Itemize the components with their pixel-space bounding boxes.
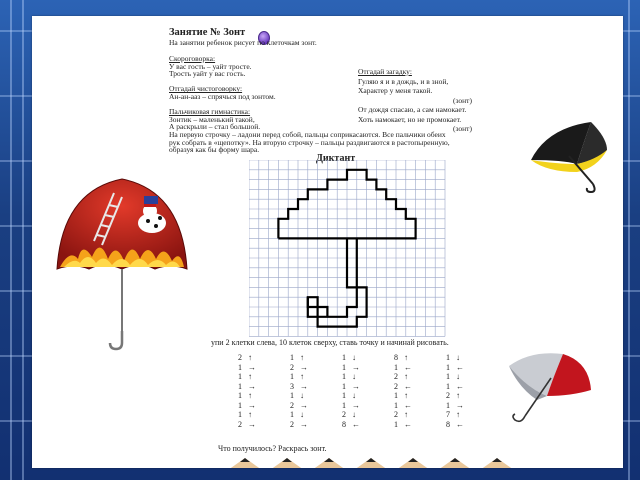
direction-arrow-icon: ↑ bbox=[300, 353, 304, 363]
direction-arrow-icon: ← bbox=[352, 419, 360, 429]
step-count: 2 bbox=[290, 362, 294, 372]
step-count: 1 bbox=[342, 381, 346, 391]
step-count: 1 bbox=[446, 353, 450, 363]
direction-arrow-icon: → bbox=[300, 381, 308, 391]
right-block-line: Хоть намокает, но не промокает. bbox=[358, 114, 462, 124]
left-block-line: рук собрать в «щепотку». На вторую строчку – пальцы раздвигаются в растопыренную, bbox=[169, 137, 450, 147]
direction-arrow-icon: → bbox=[352, 362, 360, 372]
direction-arrow-icon: ↑ bbox=[248, 372, 252, 382]
direction-arrow-icon: ↑ bbox=[248, 410, 252, 420]
graph-paper-grid bbox=[249, 160, 449, 338]
direction-arrow-icon: ↑ bbox=[404, 353, 408, 363]
step-count: 1 bbox=[342, 391, 346, 401]
step-count: 1 bbox=[342, 372, 346, 382]
step-count: 2 bbox=[238, 419, 242, 429]
left-block-line: Скороговорка: bbox=[169, 54, 216, 63]
left-block-line: У вас гость – уайт тросте. bbox=[169, 61, 252, 71]
direction-arrow-icon: ↑ bbox=[404, 372, 408, 382]
step-count: 1 bbox=[446, 362, 450, 372]
step-count: 1 bbox=[238, 372, 242, 382]
dictation-title: Диктант bbox=[316, 153, 356, 164]
step-count: 1 bbox=[342, 400, 346, 410]
step-count: 2 bbox=[342, 410, 346, 420]
direction-arrow-icon: → bbox=[352, 381, 360, 391]
dictation-row bbox=[228, 363, 488, 373]
left-block-line: Отгадай чистоговорку: bbox=[169, 84, 243, 94]
direction-arrow-icon: → bbox=[248, 419, 256, 429]
direction-arrow-icon: ← bbox=[456, 419, 464, 429]
lesson-title: Занятие № Зонт bbox=[169, 27, 246, 38]
step-count: 2 bbox=[394, 372, 398, 382]
right-block-line: От дождя спасаю, а сам намокает. bbox=[358, 105, 467, 114]
direction-arrow-icon: ← bbox=[404, 362, 412, 372]
direction-arrow-icon: ↓ bbox=[456, 353, 460, 363]
direction-arrow-icon: → bbox=[300, 419, 308, 429]
step-count: 7 bbox=[446, 410, 450, 420]
step-count: 8 bbox=[394, 353, 398, 363]
direction-arrow-icon: → bbox=[300, 400, 308, 410]
direction-arrow-icon: ↑ bbox=[300, 372, 304, 382]
direction-arrow-icon: ↓ bbox=[456, 372, 460, 382]
left-block-line: Трость уайт у вас гость. bbox=[169, 69, 246, 79]
step-count: 2 bbox=[238, 353, 242, 363]
left-block-line: А раскрыли – стал большой. bbox=[169, 122, 261, 132]
left-block-line: Пальчиковая гимнастика: bbox=[169, 107, 251, 117]
dictation-row bbox=[228, 401, 488, 411]
direction-arrow-icon: → bbox=[248, 381, 256, 391]
step-count: 2 bbox=[446, 391, 450, 401]
step-count: 1 bbox=[342, 362, 346, 372]
step-count: 8 bbox=[446, 419, 450, 429]
black-yellow-umbrella-image bbox=[527, 120, 612, 195]
direction-arrow-icon: ↓ bbox=[352, 391, 356, 401]
red-silver-umbrella-image bbox=[507, 348, 597, 428]
left-block-line: Ан-ан-ааз – спрячься под зонтом. bbox=[169, 92, 276, 101]
step-count: 1 bbox=[290, 353, 294, 363]
step-count: 1 bbox=[394, 419, 398, 429]
direction-arrow-icon: ↓ bbox=[300, 410, 304, 420]
direction-arrow-icon: ← bbox=[404, 419, 412, 429]
right-block-line: (зонт) bbox=[453, 95, 472, 105]
dictation-row bbox=[228, 420, 488, 430]
step-count: 1 bbox=[446, 381, 450, 391]
left-block-line: Зонтик – маленький такой, bbox=[169, 114, 255, 124]
direction-arrow-icon: ↓ bbox=[300, 391, 304, 401]
step-count: 1 bbox=[394, 400, 398, 410]
step-count: 1 bbox=[394, 391, 398, 401]
step-count: 8 bbox=[342, 419, 346, 429]
direction-arrow-icon: ← bbox=[404, 381, 412, 391]
step-count: 1 bbox=[238, 400, 242, 410]
direction-arrow-icon: ↓ bbox=[352, 372, 356, 382]
direction-arrow-icon: → bbox=[300, 362, 308, 372]
direction-arrow-icon: ← bbox=[456, 362, 464, 372]
colored-pencils-image bbox=[222, 456, 518, 468]
step-count: 1 bbox=[290, 372, 294, 382]
step-count: 3 bbox=[290, 381, 294, 391]
direction-arrow-icon: ↑ bbox=[248, 353, 252, 363]
direction-arrow-icon: → bbox=[456, 400, 464, 410]
dictation-row bbox=[228, 372, 488, 382]
step-count: 1 bbox=[446, 372, 450, 382]
direction-arrow-icon: ↑ bbox=[404, 391, 408, 401]
direction-arrow-icon: ← bbox=[404, 400, 412, 410]
question-text: Что получилось? Раскрась зонт. bbox=[218, 444, 327, 453]
step-count: 1 bbox=[290, 410, 294, 420]
step-count: 1 bbox=[238, 381, 242, 391]
step-count: 1 bbox=[394, 362, 398, 372]
dictation-table bbox=[228, 353, 488, 429]
dictation-row bbox=[228, 410, 488, 420]
step-count: 1 bbox=[290, 391, 294, 401]
left-block-line: образуя как бы форму шара. bbox=[169, 145, 260, 155]
step-count: 2 bbox=[394, 381, 398, 391]
step-count: 2 bbox=[290, 419, 294, 429]
right-block-line: (зонт) bbox=[453, 124, 472, 133]
right-block-line: Характер у меня такой. bbox=[358, 86, 433, 95]
direction-arrow-icon: ↓ bbox=[352, 353, 356, 363]
right-block-line: Отгадай загадку: bbox=[358, 67, 412, 76]
worksheet-slide bbox=[32, 16, 623, 468]
step-count: 2 bbox=[394, 410, 398, 420]
direction-arrow-icon: → bbox=[248, 400, 256, 410]
direction-arrow-icon: ↑ bbox=[456, 410, 460, 420]
direction-arrow-icon: → bbox=[352, 400, 360, 410]
instruction-text: упи 2 клетки слева, 10 клеток сверху, ставь точку и начинай рисовать. bbox=[211, 338, 449, 347]
direction-arrow-icon: ← bbox=[456, 381, 464, 391]
dictation-row bbox=[228, 382, 488, 392]
right-block-line: Гуляю я и в дождь, и в зной, bbox=[358, 76, 449, 86]
step-count: 1 bbox=[342, 353, 346, 363]
step-count: 1 bbox=[446, 400, 450, 410]
lesson-subtitle: На занятии ребенок рисует по клеточкам зонт. bbox=[169, 38, 317, 47]
dictation-row bbox=[228, 391, 488, 401]
red-flame-umbrella-image bbox=[52, 171, 192, 351]
step-count: 1 bbox=[238, 362, 242, 372]
direction-arrow-icon: ↑ bbox=[248, 391, 252, 401]
direction-arrow-icon: ↑ bbox=[456, 391, 460, 401]
left-block-line: На первую строчку – ладони перед собой, пальцы соприкасаются. Все пальчики обеих bbox=[169, 130, 446, 139]
direction-arrow-icon: → bbox=[248, 362, 256, 372]
direction-arrow-icon: ↑ bbox=[404, 410, 408, 420]
dictation-row bbox=[228, 353, 488, 363]
step-count: 1 bbox=[238, 410, 242, 420]
step-count: 2 bbox=[290, 400, 294, 410]
step-count: 1 bbox=[238, 391, 242, 401]
direction-arrow-icon: ↓ bbox=[352, 410, 356, 420]
